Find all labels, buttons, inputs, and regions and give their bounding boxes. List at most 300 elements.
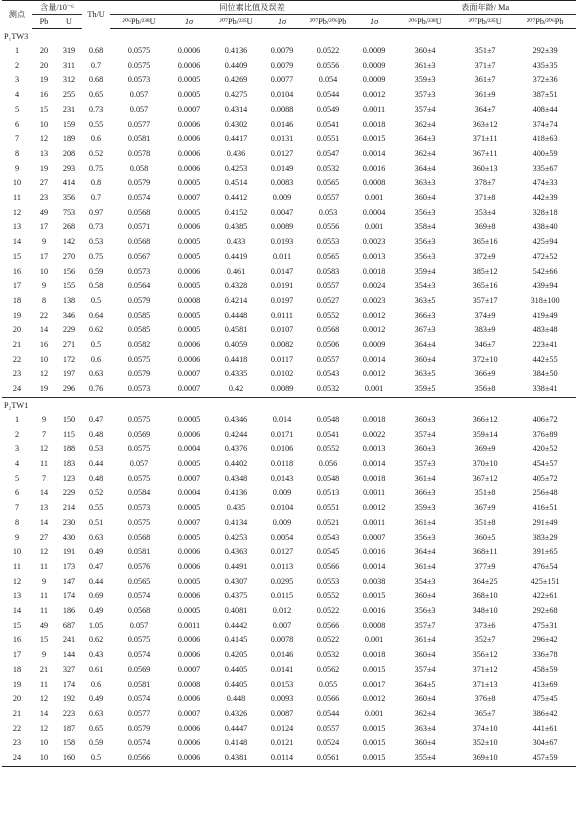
- cell-th-u: 0.62: [88, 325, 104, 335]
- cell-th-u: 0.68: [88, 75, 104, 85]
- cell-ratio-207-235: 0.433: [226, 237, 246, 247]
- cell-u: 187: [62, 723, 76, 733]
- cell-u: 230: [62, 517, 76, 527]
- cell-age-207-206: 441±61: [532, 723, 558, 733]
- cell-sigma-207-235: 0.0191: [270, 281, 294, 291]
- cell-ratio-207-235: 0.4136: [224, 46, 248, 55]
- cell-u: 150: [62, 414, 76, 424]
- cell-ratio-207-235: 0.4244: [224, 429, 248, 439]
- table-row: [2, 353, 576, 368]
- cell-spot-id: 23: [12, 738, 22, 748]
- cell-pb: 13: [39, 503, 49, 513]
- cell-age-207-235: 377±9: [474, 561, 496, 571]
- cell-ratio-207-206: 0.0532: [316, 384, 340, 394]
- table-row: [2, 220, 576, 235]
- cell-sigma-206-238: 0.0006: [177, 738, 201, 748]
- cell-age-206-238: 364±4: [414, 547, 436, 557]
- cell-age-207-235: 364±7: [474, 104, 496, 114]
- cell-pb: 9: [41, 576, 47, 586]
- cell-sigma-207-206: 0.0012: [362, 503, 386, 513]
- cell-age-206-238: 356±3: [414, 251, 436, 261]
- cell-age-207-206: 292±39: [532, 46, 558, 55]
- table-row: [2, 367, 576, 382]
- cell-ratio-206-238: 0.0565: [127, 576, 151, 586]
- cell-ratio-206-238: 0.0578: [127, 148, 151, 158]
- cell-pb: 9: [41, 650, 47, 660]
- table-row: [2, 545, 576, 560]
- cell-sigma-207-206: 0.0007: [362, 532, 386, 542]
- cell-age-207-206: 387±51: [532, 90, 558, 100]
- cell-age-207-206: 338±41: [532, 384, 558, 394]
- cell-sigma-207-206: 0.0017: [362, 679, 386, 689]
- cell-spot-id: 9: [14, 532, 20, 542]
- cell-sigma-207-206: 0.0013: [362, 251, 386, 261]
- cell-spot-id: 21: [12, 708, 22, 718]
- cell-spot-id: 19: [12, 310, 22, 320]
- header-ratio-207-206: ²⁰⁷Pb/²⁰⁶Pb: [302, 15, 354, 29]
- cell-ratio-207-206: 0.0527: [316, 295, 340, 305]
- cell-sigma-207-206: 0.0012: [362, 325, 386, 335]
- cell-sigma-207-235: 0.0115: [270, 591, 294, 601]
- cell-spot-id: 10: [12, 178, 22, 188]
- cell-sigma-206-238: 0.0005: [177, 458, 201, 468]
- cell-ratio-207-235: 0.4402: [224, 458, 248, 468]
- cell-age-207-206: 386±42: [532, 708, 558, 718]
- cell-spot-id: 16: [12, 635, 22, 645]
- cell-sigma-206-238: 0.0007: [177, 369, 201, 379]
- cell-sigma-206-238: 0.0007: [177, 473, 201, 483]
- cell-ratio-207-235: 0.4314: [224, 104, 248, 114]
- cell-sigma-207-206: 0.0008: [362, 178, 386, 188]
- cell-age-206-238: 354±3: [414, 281, 436, 291]
- cell-ratio-207-235: 0.4136: [224, 488, 248, 498]
- header-pb: Pb: [32, 15, 56, 29]
- cell-th-u: 0.8: [90, 178, 102, 188]
- table-row: [2, 309, 576, 324]
- cell-sigma-207-206: 0.0013: [362, 444, 386, 454]
- cell-th-u: 0.55: [88, 503, 104, 513]
- cell-sigma-207-206: 0.0014: [362, 148, 386, 158]
- cell-sigma-206-238: 0.0008: [177, 679, 201, 689]
- table-row: [2, 191, 576, 206]
- header-age-207-235: ²⁰⁷Pb/²³⁵U: [456, 15, 514, 29]
- table-row: [2, 501, 576, 516]
- cell-ratio-206-238: 0.0585: [127, 325, 151, 335]
- cell-ratio-207-235: 0.4442: [224, 620, 248, 630]
- cell-ratio-206-238: 0.0585: [127, 310, 151, 320]
- cell-ratio-207-206: 0.0557: [316, 193, 340, 203]
- cell-sigma-206-238: 0.0006: [177, 119, 201, 129]
- cell-spot-id: 3: [14, 444, 20, 454]
- cell-ratio-207-235: 0.4409: [224, 60, 248, 70]
- cell-ratio-206-238: 0.0564: [127, 281, 151, 291]
- cell-age-207-235: 356±12: [472, 650, 498, 660]
- cell-ratio-207-235: 0.4328: [224, 281, 248, 291]
- cell-age-207-206: 405±72: [532, 473, 558, 483]
- cell-age-207-235: 351±8: [474, 488, 496, 498]
- cell-ratio-207-235: 0.4419: [224, 251, 248, 261]
- cell-age-206-238: 356±3: [414, 532, 436, 542]
- cell-ratio-207-235: 0.4307: [224, 576, 248, 586]
- cell-u: 268: [62, 222, 76, 232]
- cell-age-207-235: 369±9: [474, 444, 496, 454]
- cell-sigma-207-206: 0.0014: [362, 561, 386, 571]
- cell-age-206-238: 361±4: [414, 561, 436, 571]
- cell-age-207-235: 372±10: [472, 354, 498, 364]
- cell-th-u: 0.7: [90, 193, 102, 203]
- cell-sigma-207-206: 0.0011: [362, 104, 386, 114]
- cell-age-207-206: 223±41: [532, 340, 558, 350]
- cell-ratio-207-235: 0.4375: [224, 591, 248, 601]
- header-age-group: 表面年龄/ Ma: [394, 1, 576, 15]
- cell-sigma-207-206: 0.0008: [362, 620, 386, 630]
- cell-th-u: 0.53: [88, 444, 104, 454]
- cell-ratio-207-206: 0.0552: [316, 591, 340, 601]
- table-row: [2, 382, 576, 397]
- cell-th-u: 0.62: [88, 635, 104, 645]
- cell-ratio-206-238: 0.0573: [127, 266, 151, 276]
- cell-ratio-207-206: 0.0557: [316, 281, 340, 291]
- cell-age-206-238: 364±5: [414, 679, 436, 689]
- cell-sigma-207-235: 0.009: [272, 193, 292, 203]
- table-row: [2, 279, 576, 294]
- cell-sigma-207-206: 0.001: [364, 708, 384, 718]
- cell-spot-id: 9: [14, 163, 20, 173]
- cell-ratio-207-235: 0.4405: [224, 679, 248, 689]
- cell-age-207-235: 364±25: [472, 576, 498, 586]
- cell-pb: 27: [39, 532, 49, 542]
- header-age-207-206: ²⁰⁷Pb/²⁰⁶Pb: [514, 15, 576, 29]
- cell-ratio-207-235: 0.4326: [224, 708, 248, 718]
- cell-u: 327: [62, 664, 76, 674]
- cell-u: 156: [62, 266, 76, 276]
- cell-age-207-206: 442±39: [532, 193, 558, 203]
- cell-ratio-207-235: 0.4335: [224, 369, 248, 379]
- cell-sigma-206-238: 0.0005: [177, 576, 201, 586]
- cell-pb: 23: [39, 193, 49, 203]
- cell-sigma-207-235: 0.0143: [270, 473, 294, 483]
- cell-u: 183: [62, 458, 76, 468]
- table-row: [2, 692, 576, 707]
- cell-pb: 14: [39, 488, 49, 498]
- cell-age-207-235: 385±12: [472, 266, 498, 276]
- cell-pb: 17: [39, 222, 49, 232]
- table-row: [2, 516, 576, 531]
- cell-ratio-207-206: 0.0583: [316, 266, 340, 276]
- cell-age-207-235: 351±8: [474, 517, 496, 527]
- cell-sigma-206-238: 0.0005: [177, 606, 201, 616]
- cell-ratio-207-235: 0.4059: [224, 340, 248, 350]
- cell-sigma-207-235: 0.0077: [270, 75, 294, 85]
- cell-age-207-206: 476±54: [532, 561, 558, 571]
- cell-spot-id: 20: [12, 325, 22, 335]
- cell-age-206-238: 361±4: [414, 517, 436, 527]
- table-row: [2, 147, 576, 162]
- cell-sigma-206-238: 0.0005: [177, 237, 201, 247]
- cell-age-206-238: 356±3: [414, 207, 436, 217]
- cell-age-207-235: 371±11: [472, 134, 498, 144]
- cell-age-207-235: 369±10: [456, 751, 514, 766]
- cell-age-207-206: 416±51: [532, 503, 558, 513]
- cell-spot-id: 17: [12, 650, 22, 660]
- cell-age-207-206: 391±65: [532, 547, 558, 557]
- cell-ratio-206-238: 0.0569: [127, 429, 151, 439]
- cell-ratio-206-238: 0.0568: [127, 237, 151, 247]
- cell-th-u: 0.6: [90, 354, 102, 364]
- cell-sigma-207-206: 0.001: [364, 635, 384, 645]
- cell-ratio-206-238: 0.0577: [127, 119, 151, 129]
- cell-spot-id: 13: [12, 222, 22, 232]
- cell-ratio-207-206: 0.0556: [316, 60, 340, 70]
- cell-ratio-207-206: 0.0566: [316, 694, 340, 704]
- cell-ratio-207-206: 0.0568: [316, 325, 340, 335]
- cell-ratio-207-206: 0.0557: [316, 354, 340, 364]
- cell-age-207-206: 374±74: [532, 119, 558, 129]
- cell-age-207-206: 474±33: [532, 178, 558, 188]
- cell-ratio-206-238: 0.0573: [127, 75, 151, 85]
- cell-sigma-207-235: 0.009: [272, 517, 292, 527]
- cell-ratio-207-206: 0.0566: [316, 620, 340, 630]
- table-row: [2, 44, 576, 59]
- cell-pb: 10: [39, 738, 49, 748]
- cell-sigma-207-235: 0.0193: [270, 237, 294, 247]
- cell-pb: 11: [40, 458, 48, 468]
- cell-age-207-235: 376±8: [474, 694, 496, 704]
- cell-ratio-207-235: 0.435: [226, 503, 246, 513]
- cell-u: 293: [62, 163, 76, 173]
- cell-ratio-207-235: 0.4514: [224, 178, 248, 188]
- cell-ratio-206-238: 0.0579: [127, 295, 151, 305]
- cell-ratio-207-206: 0.0532: [316, 650, 340, 660]
- cell-sigma-206-238: 0.0006: [177, 561, 201, 571]
- cell-u: 123: [62, 473, 76, 483]
- cell-sigma-207-235: 0.0104: [270, 503, 294, 513]
- cell-pb: 15: [39, 104, 49, 114]
- cell-pb: 11: [40, 679, 48, 689]
- cell-spot-id: 22: [12, 723, 22, 733]
- cell-age-206-238: 357±7: [414, 620, 436, 630]
- cell-sigma-207-206: 0.0018: [362, 119, 386, 129]
- cell-age-207-206: 475±31: [532, 620, 558, 630]
- cell-ratio-207-206: 0.0561: [302, 751, 354, 766]
- cell-age-207-206: 335±67: [532, 163, 558, 173]
- cell-sigma-207-235: 0.0146: [270, 650, 294, 660]
- cell-ratio-207-235: 0.4581: [224, 325, 248, 335]
- cell-ratio-207-206: 0.056: [318, 458, 338, 468]
- section-name: P₁TW3: [4, 32, 29, 41]
- cell-u: 142: [62, 237, 76, 247]
- cell-ratio-207-206: 0.0551: [316, 134, 340, 144]
- cell-age-206-238: 356±3: [414, 606, 436, 616]
- cell-ratio-207-235: 0.4381: [210, 751, 262, 766]
- cell-u: 229: [62, 488, 76, 498]
- cell-age-207-235: 371±7: [474, 60, 496, 70]
- table-row: [2, 413, 576, 428]
- cell-age-206-238: 362±4: [414, 148, 436, 158]
- cell-age-207-235: 374±9: [474, 310, 496, 320]
- table-row: [2, 560, 576, 575]
- cell-spot-id: 1: [14, 46, 20, 55]
- cell-sigma-206-238: 0.0006: [177, 60, 201, 70]
- cell-u: 144: [62, 650, 76, 660]
- cell-age-207-235: 374±10: [472, 723, 498, 733]
- table-row: [2, 751, 576, 766]
- cell-u: 188: [62, 444, 76, 454]
- cell-sigma-207-206: 0.0022: [362, 429, 386, 439]
- cell-age-206-238: 360±4: [414, 738, 436, 748]
- cell-sigma-207-206: 0.0012: [362, 310, 386, 320]
- cell-ratio-206-238: 0.0575: [127, 354, 151, 364]
- cell-spot-id: 7: [14, 134, 20, 144]
- cell-age-207-206: 413±69: [532, 679, 558, 689]
- cell-pb: 9: [41, 281, 47, 291]
- cell-ratio-207-235: 0.4447: [224, 723, 248, 733]
- cell-spot-id: 18: [12, 664, 22, 674]
- cell-sigma-206-238: 0.0007: [177, 664, 201, 674]
- cell-th-u: 0.51: [88, 517, 104, 527]
- cell-th-u: 0.69: [88, 591, 104, 601]
- cell-pb: 20: [39, 46, 49, 55]
- cell-ratio-206-238: 0.0571: [127, 222, 151, 232]
- cell-sigma-206-238: 0.0006: [177, 148, 201, 158]
- cell-age-207-206: 483±48: [532, 325, 558, 335]
- cell-age-207-235: 369±8: [474, 222, 496, 232]
- cell-age-206-238: 355±4: [394, 751, 456, 766]
- cell-sigma-206-238: 0.0005: [177, 414, 201, 424]
- cell-sigma-207-206: 0.0015: [354, 751, 394, 766]
- cell-ratio-207-235: 0.4214: [224, 295, 248, 305]
- cell-pb: 7: [41, 473, 47, 483]
- cell-ratio-207-235: 0.4385: [224, 222, 248, 232]
- cell-ratio-207-235: 0.4134: [224, 517, 248, 527]
- cell-ratio-207-206: 0.0522: [316, 46, 340, 55]
- cell-age-207-235: 352±10: [472, 738, 498, 748]
- cell-u: 296: [62, 384, 76, 394]
- cell-ratio-207-235: 0.4405: [224, 664, 248, 674]
- cell-age-207-235: 352±7: [474, 635, 496, 645]
- cell-age-207-206: 408±44: [532, 104, 558, 114]
- cell-age-207-206: 442±55: [532, 354, 558, 364]
- cell-th-u: 0.49: [88, 606, 104, 616]
- cell-sigma-207-235: 0.014: [272, 414, 292, 424]
- cell-sigma-207-206: 0.0023: [362, 295, 386, 305]
- cell-sigma-207-206: 0.0018: [362, 650, 386, 660]
- cell-sigma-206-238: 0.0006: [177, 429, 201, 439]
- table-row: [2, 442, 576, 457]
- cell-age-207-206: 256±48: [532, 488, 558, 498]
- table-row: [2, 176, 576, 191]
- cell-th-u: 0.47: [88, 414, 104, 424]
- cell-ratio-207-235: 0.4346: [224, 414, 248, 424]
- cell-ratio-207-206: 0.0545: [316, 547, 340, 557]
- cell-th-u: 0.5: [82, 751, 110, 766]
- cell-sigma-206-238: 0.0007: [177, 104, 201, 114]
- cell-sigma-206-238: 0.0006: [168, 751, 210, 766]
- cell-sigma-206-238: 0.0005: [177, 532, 201, 542]
- cell-spot-id: 16: [12, 266, 22, 276]
- cell-age-206-238: 360±3: [414, 414, 436, 424]
- cell-age-206-238: 364±3: [414, 134, 436, 144]
- cell-pb: 12: [39, 134, 49, 144]
- cell-sigma-206-238: 0.0008: [177, 295, 201, 305]
- cell-sigma-206-238: 0.0006: [177, 163, 201, 173]
- cell-sigma-207-206: 0.0004: [362, 207, 386, 217]
- cell-sigma-207-206: 0.0011: [362, 488, 386, 498]
- cell-age-207-235: 368±10: [472, 591, 498, 601]
- cell-sigma-207-235: 0.0295: [270, 576, 294, 586]
- cell-spot-id: 1: [14, 414, 20, 424]
- cell-age-206-238: 361±4: [414, 473, 436, 483]
- cell-ratio-207-206: 0.0557: [316, 723, 340, 733]
- header-ratio-group: 同位素比值及误差: [110, 1, 394, 15]
- cell-sigma-207-235: 0.0089: [270, 222, 294, 232]
- cell-pb: 10: [39, 354, 49, 364]
- cell-sigma-207-235: 0.0054: [270, 532, 294, 542]
- cell-age-207-206: 384±50: [532, 369, 558, 379]
- cell-sigma-207-206: 0.0014: [362, 458, 386, 468]
- cell-th-u: 0.61: [88, 664, 104, 674]
- cell-ratio-206-238: 0.0573: [127, 503, 151, 513]
- cell-u: 430: [62, 532, 76, 542]
- cell-pb: 8: [41, 295, 47, 305]
- cell-age-206-238: 363±5: [414, 369, 436, 379]
- cell-ratio-207-206: 0.0562: [316, 664, 340, 674]
- cell-spot-id: 10: [12, 547, 22, 557]
- cell-age-206-238: 364±4: [414, 163, 436, 173]
- cell-sigma-206-238: 0.0007: [177, 708, 201, 718]
- section-header-row: [2, 397, 576, 413]
- cell-age-206-238: 359±3: [414, 75, 436, 85]
- cell-ratio-207-206: 0.0565: [316, 251, 340, 261]
- cell-sigma-206-238: 0.0006: [177, 591, 201, 601]
- cell-spot-id: 11: [13, 193, 21, 203]
- cell-sigma-206-238: 0.0007: [177, 517, 201, 527]
- cell-sigma-207-235: 0.0083: [270, 178, 294, 188]
- table-row: [2, 206, 576, 221]
- cell-ratio-206-238: 0.0584: [127, 488, 151, 498]
- cell-pb: 12: [39, 723, 49, 733]
- cell-u: 231: [62, 104, 76, 114]
- cell-sigma-207-206: 0.0016: [362, 547, 386, 557]
- cell-age-207-235: 372±9: [474, 251, 496, 261]
- cell-u: 229: [62, 325, 76, 335]
- cell-sigma-206-238: 0.0004: [177, 488, 201, 498]
- cell-age-207-235: 368±11: [472, 547, 498, 557]
- cell-age-206-238: 363±5: [414, 295, 436, 305]
- cell-sigma-207-235: 0.007: [272, 620, 292, 630]
- cell-sigma-207-206: 0.0038: [362, 576, 386, 586]
- header-ratio-207-235: ²⁰⁷Pb/²³⁵U: [210, 15, 262, 29]
- cell-ratio-207-235: 0.4376: [224, 444, 248, 454]
- cell-age-207-235: 361±9: [474, 90, 496, 100]
- cell-ratio-207-235: 0.4148: [224, 738, 248, 748]
- cell-ratio-206-238: 0.0574: [127, 738, 151, 748]
- cell-age-207-206: 400±59: [532, 148, 558, 158]
- cell-sigma-207-206: 0.0015: [362, 723, 386, 733]
- cell-sigma-207-235: 0.0102: [270, 369, 294, 379]
- cell-ratio-207-206: 0.0553: [316, 237, 340, 247]
- cell-age-206-238: 360±4: [414, 46, 436, 55]
- cell-spot-id: 22: [12, 354, 22, 364]
- cell-sigma-206-238: 0.0006: [177, 222, 201, 232]
- cell-sigma-206-238: 0.0005: [177, 325, 201, 335]
- cell-age-206-238: 357±4: [414, 429, 436, 439]
- cell-pb: 49: [39, 207, 49, 217]
- cell-ratio-206-238: 0.0575: [127, 635, 151, 645]
- cell-age-206-238: 360±4: [414, 193, 436, 203]
- cell-th-u: 0.43: [88, 650, 104, 660]
- cell-spot-id: 11: [13, 561, 21, 571]
